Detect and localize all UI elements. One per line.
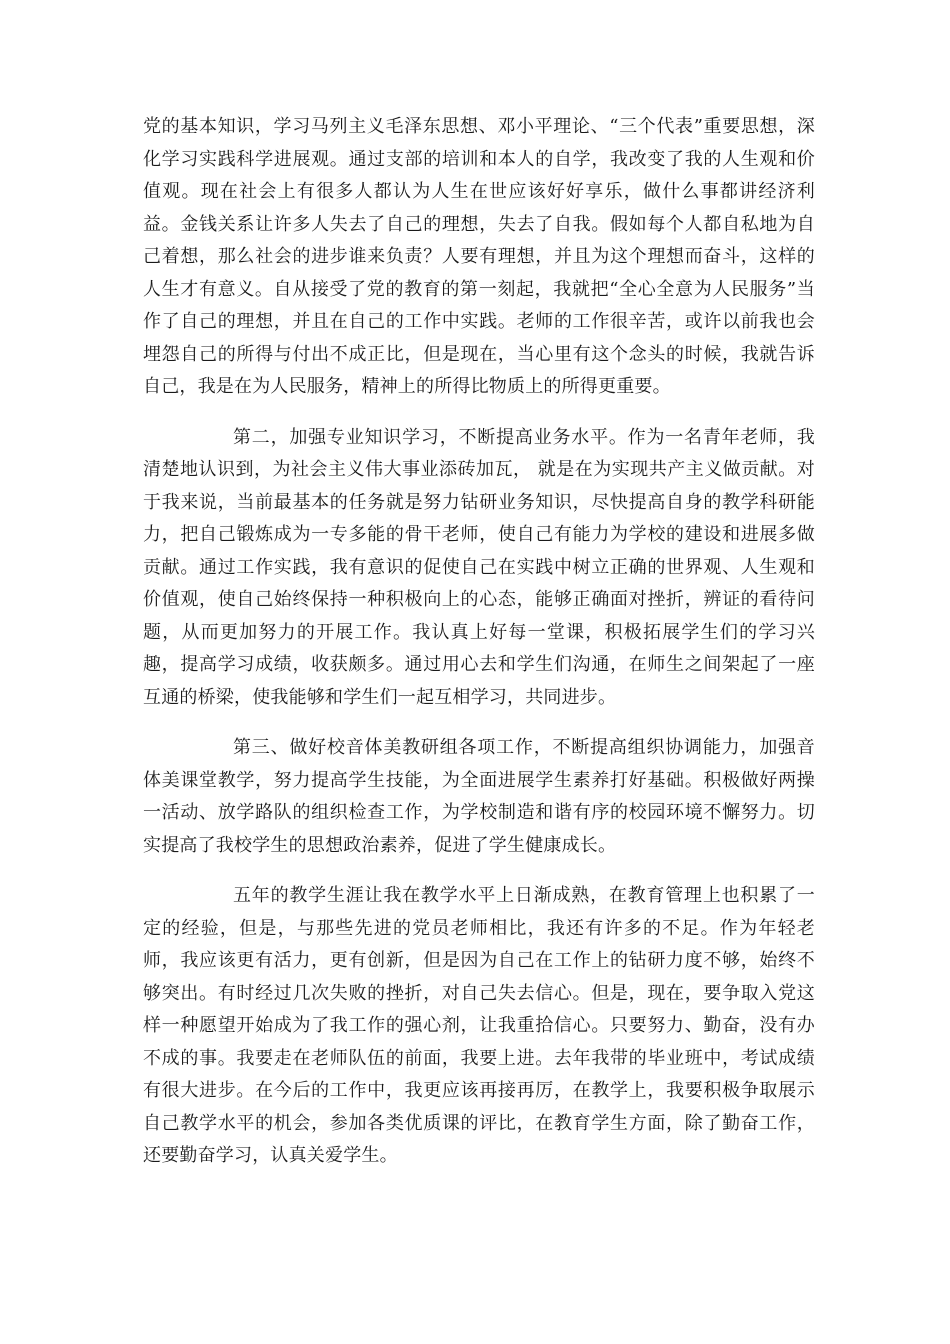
document-page (143, 111, 815, 1173)
paragraph-self-reflection: 五年的教学生涯让我在教学水平上日渐成熟，在教育管理上也积累了一定的经验，但是，与那些先进的党员老师相比，我还有许多的不足。作为年轻老师，我应该更有活力，更有创新，但是因为自己在工作上的钻研力度不够，始终不够突出。有时经过几次失败的挫折，对自己失去信心。但是，现在，要争取入党这样一种愿望开始成为了我工作的强心剂，让我重拾信心。只要努力、勤奋，没有办不成的事。我要走在老师队伍的前面，我要上进。去年我带的毕业班中，考试成绩有很大进步。在今后的工作中，我更应该再接再厉，在教学上，我要积极争取展示自己教学水平的机会，参加各类优质课的评比，在教育学生方面，除了勤奋工作，还要勤奋学习，认真关爱学生。 (143, 885, 815, 1166)
paragraph-teaching-group-work: 第三、做好校音体美教研组各项工作，不断提高组织协调能力，加强音体美课堂教学，努力提高学生技能，为全面进展学生素养打好基础。积极做好两操一活动、放学路队的组织检查工作，为学校制造和谐有序的校园环境不懈努力。切实提高了我校学生的思想政治素养，促进了学生健康成长。 (143, 737, 815, 856)
paragraph-party-knowledge: 党的基本知识，学习马列主义毛泽东思想、邓小平理论、“三个代表”重要思想，深化学习实践科学进展观。通过支部的培训和本人的自学，我改变了我的人生观和价值观。现在社会上有很多人都认为人生在世应该好好享乐，做什么事都讲经济利益。金钱关系让许多人失去了自己的理想，失去了自我。假如每个人都自私地为自己着想，那么社会的进步谁来负责？人要有理想，并且为这个理想而奋斗，这样的人生才有意义。自从接受了党的教育的第一刻起，我就把“全心全意为人民服务”当作了自己的理想，并且在自己的工作中实践。老师的工作很辛苦，或许以前我也会埋怨自己的所得与付出不成正比，但是现在，当心里有这个念头的时候，我就告诉自己，我是在为人民服务，精神上的所得比物质上的所得更重要。 (143, 116, 815, 397)
paragraph-professional-study: 第二，加强专业知识学习，不断提高业务水平。作为一名青年老师，我清楚地认识到，为社会主义伟大事业添砖加瓦， 就是在为实现共产主义做贡献。对于我来说，当前最基本的任务就是努力钻研业务知识，尽快提高自身的教学科研能力，把自己锻炼成为一专多能的骨干老师，使自己有能力为学校的建设和进展多做贡献。通过工作实践，我有意识的促使自己在实践中树立正确的世界观、人生观和价值观，使自己始终保持一种积极向上的心态，能够正确面对挫折，辨证的看待问题，从而更加努力的开展工作。我认真上好每一堂课，积极拓展学生们的学习兴趣，提高学习成绩，收获颇多。通过用心去和学生们沟通，在师生之间架起了一座互通的桥梁，使我能够和学生们一起互相学习，共同进步。 (143, 426, 815, 708)
